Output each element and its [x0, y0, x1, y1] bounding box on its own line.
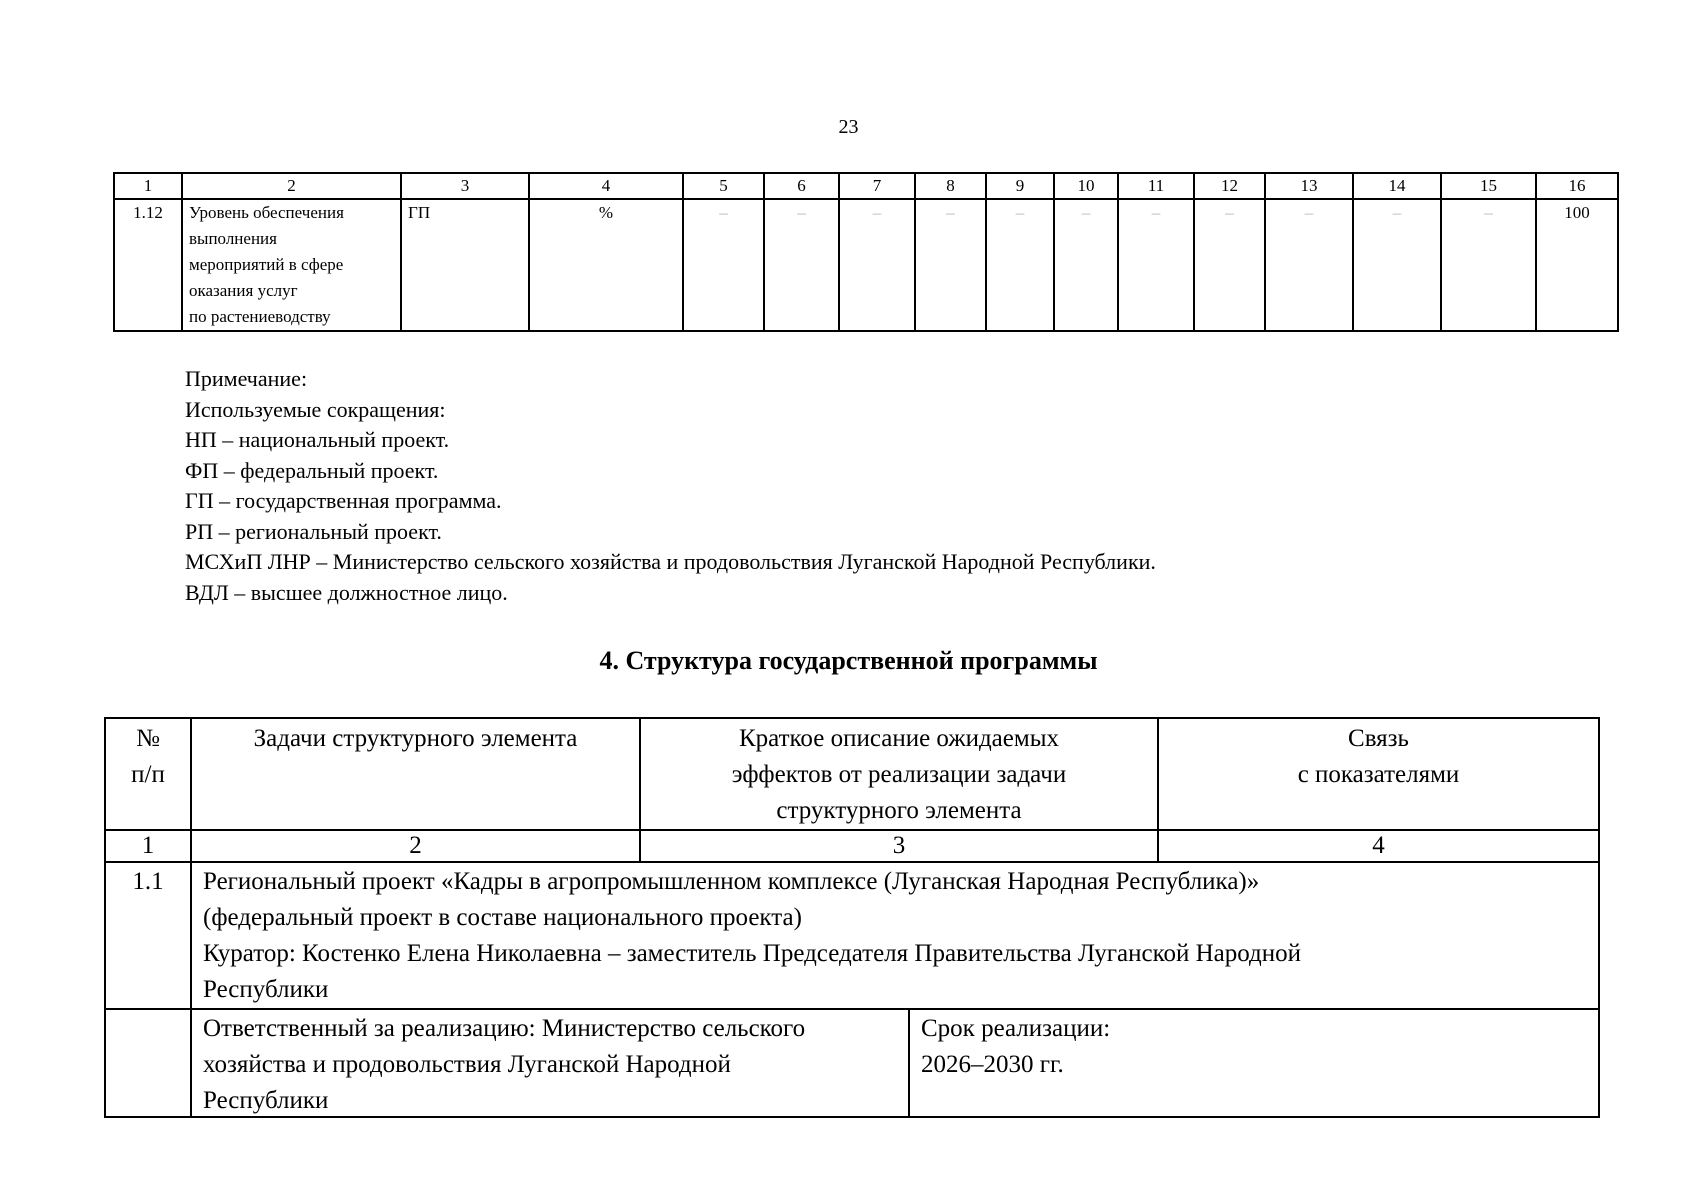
table-row: [105, 862, 1599, 1009]
header-cell-effects: [640, 718, 1158, 830]
empty-value-cell: –: [764, 199, 839, 331]
table-row: [105, 1009, 1599, 1117]
header-cell-tasks: [191, 718, 640, 830]
table-row: [114, 199, 1618, 331]
header-line: структурного элемента: [776, 797, 1022, 824]
indicator-name-line: выполнения: [189, 229, 277, 248]
header-cell: 6: [764, 173, 839, 199]
header-cell: 4: [529, 173, 683, 199]
note-line: ФП – федеральный проект.: [185, 457, 439, 483]
column-number: 1: [105, 830, 191, 862]
responsible-line: хозяйства и продовольствия Луганской Народной: [203, 1051, 731, 1078]
header-cell: 13: [1265, 173, 1353, 199]
column-number: 4: [1158, 830, 1599, 862]
empty-value-cell: –: [1194, 199, 1265, 331]
header-cell: 16: [1536, 173, 1618, 199]
note-heading: Примечание:: [185, 366, 308, 391]
note-line: НП – национальный проект.: [185, 427, 450, 452]
column-number: 2: [191, 830, 640, 862]
term-cell: [910, 1010, 1598, 1116]
header-line: Связь: [1348, 725, 1409, 752]
project-description: [191, 862, 1599, 1009]
empty-cell: [105, 1009, 191, 1117]
project-line: Куратор: Костенко Елена Николаевна – заместитель Председателя Правительства Луганской Народной: [203, 940, 1302, 967]
row-number: 1.12: [114, 199, 182, 331]
note-line: МСХиП ЛНР – Министерство сельского хозяйства и продовольствия Луганской Народной Республики.: [185, 549, 1156, 574]
table-header-row: [114, 173, 1618, 199]
indicator-level: ГП: [401, 199, 529, 331]
note-line: Используемые сокращения:: [185, 396, 446, 422]
empty-value-cell: –: [1353, 199, 1441, 331]
header-line: п/п: [131, 761, 165, 788]
header-cell: 12: [1194, 173, 1265, 199]
header-cell: 5: [683, 173, 764, 199]
header-cell: 7: [839, 173, 915, 199]
target-value: 100: [1536, 199, 1618, 331]
responsible-and-term: [191, 1009, 1599, 1117]
header-line: с показателями: [1297, 761, 1460, 788]
term-line: Срок реализации:: [921, 1015, 1111, 1042]
program-structure-table: [104, 717, 1600, 1118]
header-cell: 2: [182, 173, 401, 199]
column-number: 3: [640, 830, 1158, 862]
empty-value-cell: –: [915, 199, 986, 331]
indicator-name-line: оказания услуг: [189, 281, 298, 300]
unit-of-measure: %: [529, 199, 683, 331]
empty-value-cell: –: [1441, 199, 1536, 331]
responsible-cell: [192, 1010, 910, 1116]
header-cell: 1: [114, 173, 182, 199]
indicators-table: [113, 172, 1619, 332]
table-header-row: [105, 718, 1599, 830]
indicator-name-line: по растениеводству: [189, 307, 331, 326]
header-cell: 10: [1054, 173, 1118, 199]
indicator-name: [182, 199, 401, 331]
indicator-name-line: Уровень обеспечения: [189, 203, 344, 222]
empty-value-cell: –: [1265, 199, 1353, 331]
note-line: ГП – государственная программа.: [185, 488, 502, 513]
empty-value-cell: –: [1054, 199, 1118, 331]
column-numbers-row: [105, 830, 1599, 862]
header-cell-indicators: [1158, 718, 1599, 830]
header-line: Задачи структурного элемента: [253, 725, 578, 752]
header-cell: 11: [1118, 173, 1194, 199]
notes-block: [185, 364, 1156, 608]
empty-value-cell: –: [1118, 199, 1194, 331]
header-cell-number: [105, 718, 191, 830]
indicator-name-line: мероприятий в сфере: [189, 255, 344, 274]
header-cell: 8: [915, 173, 986, 199]
row-number: 1.1: [105, 862, 191, 1009]
note-line: РП – региональный проект.: [185, 518, 442, 544]
section-title: 4. Структура государственной программы: [599, 646, 1098, 675]
project-line: (федеральный проект в составе национального проекта): [203, 904, 802, 931]
header-line: эффектов от реализации задачи: [731, 761, 1067, 788]
term-line: 2026–2030 гг.: [921, 1051, 1064, 1078]
note-line: ВДЛ – высшее должностное лицо.: [185, 579, 508, 605]
header-cell: 3: [401, 173, 529, 199]
header-line: №: [136, 725, 160, 752]
header-cell: 15: [1441, 173, 1536, 199]
header-cell: 14: [1353, 173, 1441, 199]
empty-value-cell: –: [839, 199, 915, 331]
header-line: Краткое описание ожидаемых: [739, 725, 1059, 752]
responsible-line: Республики: [203, 1087, 329, 1114]
responsible-line: Ответственный за реализацию: Министерство сельского: [203, 1015, 806, 1042]
project-line: Региональный проект «Кадры в агропромышленном комплексе (Луганская Народная Республика)»: [203, 868, 1260, 895]
empty-value-cell: –: [683, 199, 764, 331]
empty-value-cell: –: [986, 199, 1054, 331]
project-line: Республики: [203, 976, 329, 1003]
page-number: 23: [838, 116, 859, 138]
header-cell: 9: [986, 173, 1054, 199]
